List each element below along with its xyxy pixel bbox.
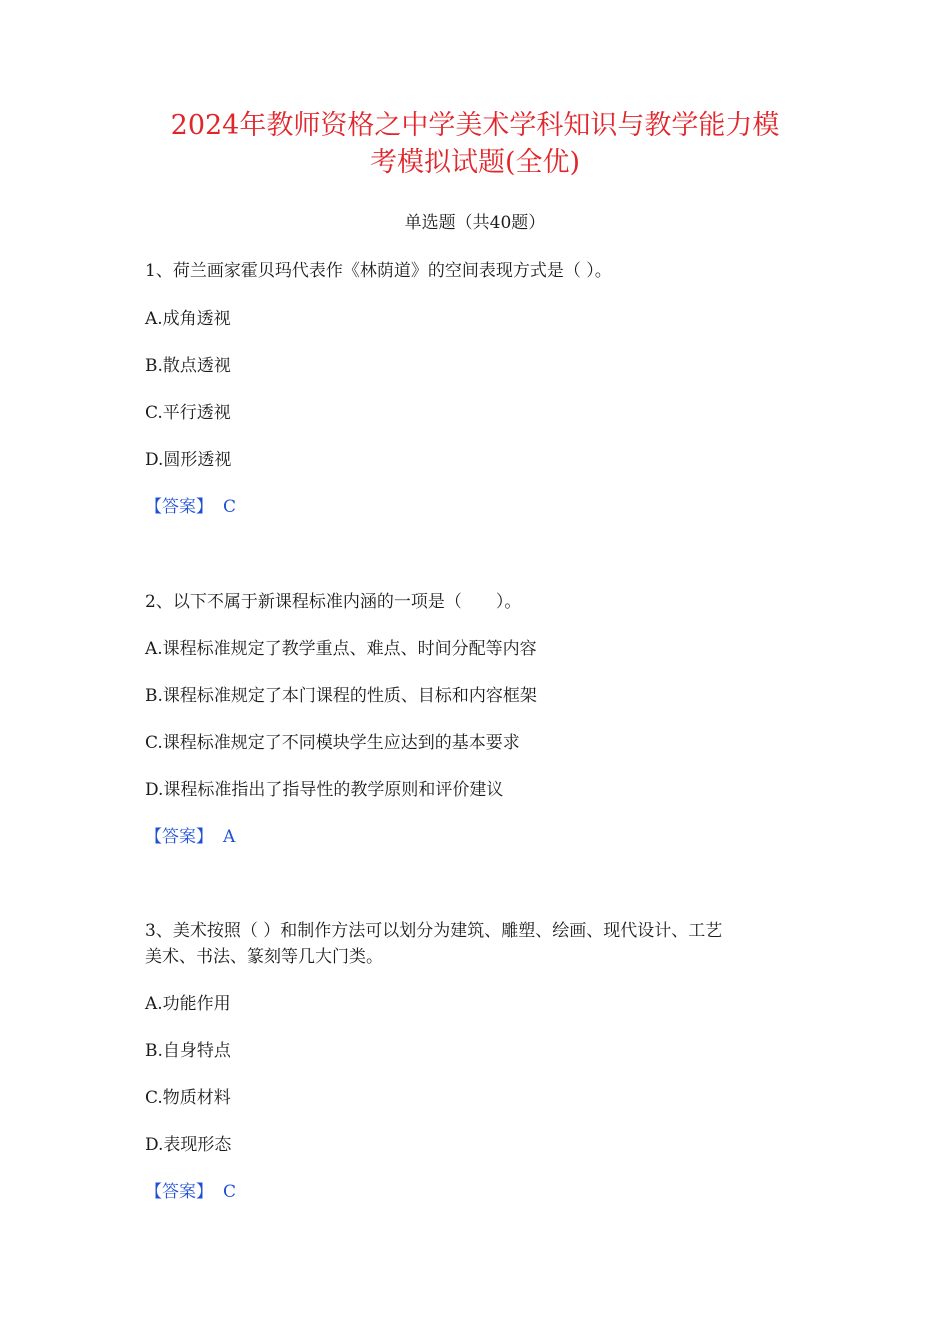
question-2-option-a: A.课程标准规定了教学重点、难点、时间分配等内容 bbox=[145, 639, 537, 659]
question-2-answer bbox=[145, 824, 815, 850]
question-3-stem-line-1: 3、美术按照（ ）和制作方法可以划分为建筑、雕塑、绘画、现代设计、工艺 bbox=[145, 921, 723, 941]
question-2-option-b: B.课程标准规定了本门课程的性质、目标和内容框架 bbox=[145, 686, 537, 706]
answer-value: C bbox=[223, 1182, 237, 1202]
question-3-stem-line-2: 美术、书法、篆刻等几大门类。 bbox=[145, 947, 383, 967]
question-1-option-c: C.平行透视 bbox=[145, 403, 231, 423]
answer-value: A bbox=[223, 827, 236, 847]
question-1-stem: 1、荷兰画家霍贝玛代表作《林荫道》的空间表现方式是（ ）。 bbox=[145, 261, 612, 281]
question-2-option-d: D.课程标准指出了指导性的教学原则和评价建议 bbox=[145, 780, 504, 800]
document-title-line-2: 考模拟试题(全优) bbox=[369, 147, 581, 178]
question-1-option-d: D.圆形透视 bbox=[145, 450, 232, 470]
section-heading: 单选题（共40题） bbox=[404, 213, 546, 233]
question-3-option-b: B.自身特点 bbox=[145, 1041, 231, 1061]
answer-label: 【答案】 bbox=[145, 1182, 213, 1202]
question-1-option-a: A.成角透视 bbox=[145, 309, 231, 329]
question-3-option-a: A.功能作用 bbox=[145, 994, 231, 1014]
document-title-line-1: 2024年教师资格之中学美术学科知识与教学能力模 bbox=[170, 110, 780, 141]
question-1-answer bbox=[145, 494, 815, 520]
question-3-option-c: C.物质材料 bbox=[145, 1088, 231, 1108]
question-2-stem: 2、以下不属于新课程标准内涵的一项是（ ）。 bbox=[145, 592, 522, 612]
answer-value: C bbox=[223, 497, 237, 517]
question-2-option-c: C.课程标准规定了不同模块学生应达到的基本要求 bbox=[145, 733, 520, 753]
question-3-option-d: D.表现形态 bbox=[145, 1135, 232, 1155]
question-3-answer bbox=[145, 1179, 815, 1205]
question-1-option-b: B.散点透视 bbox=[145, 356, 231, 376]
answer-label: 【答案】 bbox=[145, 497, 213, 517]
answer-label: 【答案】 bbox=[145, 827, 213, 847]
